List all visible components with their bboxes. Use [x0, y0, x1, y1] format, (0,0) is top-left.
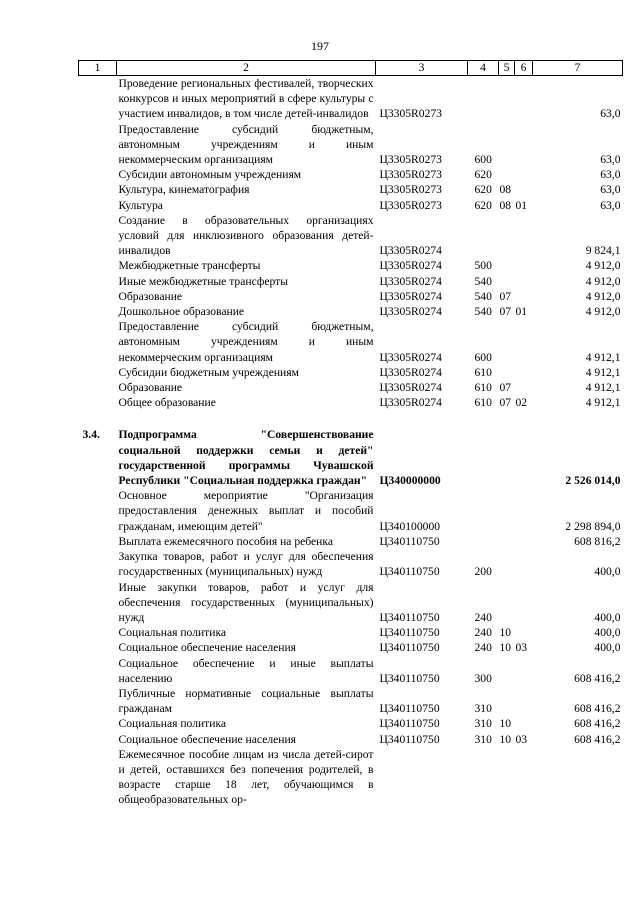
row-section: 10 — [499, 732, 512, 746]
row-subsection — [515, 319, 533, 365]
table-row — [79, 625, 623, 640]
table-row — [79, 213, 623, 259]
row-target-code: Ц340110750 — [379, 626, 440, 640]
row-target-code: Ц3305R0273 — [379, 183, 442, 197]
header-col-6: 6 — [515, 61, 533, 76]
row-section — [499, 534, 515, 549]
row-name: Социальное обеспечение и иные выплаты населению — [118, 656, 374, 685]
row-name: Предоставление субсидий бюджетным, автономным учреждениям и иным некоммерческим организациям — [118, 122, 374, 167]
row-subsection — [515, 427, 533, 488]
row-number — [79, 258, 117, 273]
row-subsection: 03 — [515, 641, 528, 655]
row-expense-type: 620 — [474, 168, 492, 182]
row-section — [499, 258, 515, 273]
row-number — [79, 122, 117, 168]
table-row — [79, 732, 623, 747]
row-amount: 63,0 — [600, 153, 621, 167]
row-target-code: Ц3305R0274 — [379, 350, 442, 364]
row-expense-type: 600 — [474, 350, 492, 364]
row-name: Социальное обеспечение населения — [118, 732, 297, 746]
row-amount: 4 912,1 — [585, 381, 621, 395]
spacer-row — [79, 410, 623, 427]
row-number — [79, 319, 117, 365]
column-number-header — [79, 61, 623, 76]
row-name: Дошкольное образование — [118, 305, 245, 319]
row-target-code: Ц3305R0273 — [379, 198, 442, 212]
row-section — [499, 549, 515, 579]
row-section — [499, 319, 515, 365]
row-amount: 608 416,2 — [574, 671, 621, 685]
row-section: 10 — [499, 717, 512, 731]
row-amount: 4 912,1 — [585, 396, 621, 410]
row-section — [499, 213, 515, 259]
row-expense-type: 610 — [474, 365, 492, 379]
row-subsection — [515, 488, 533, 534]
table-row — [79, 747, 623, 808]
row-subsection — [515, 274, 533, 289]
row-expense-type: 240 — [474, 610, 492, 624]
header-col-5: 5 — [499, 61, 515, 76]
row-subsection — [515, 549, 533, 579]
row-section: 07 — [499, 305, 512, 319]
row-section: 07 — [499, 289, 512, 303]
row-number — [79, 534, 117, 549]
row-section — [499, 76, 515, 122]
table-row — [79, 289, 623, 304]
header-col-3: 3 — [376, 61, 468, 76]
table-row — [79, 580, 623, 626]
row-amount — [533, 747, 623, 808]
table-row — [79, 182, 623, 197]
row-target-code: Ц3305R0274 — [379, 396, 442, 410]
row-number — [79, 380, 117, 395]
row-amount: 608 416,2 — [574, 732, 621, 746]
row-subsection — [515, 534, 533, 549]
row-subsection — [515, 122, 533, 168]
row-amount: 2 526 014,0 — [565, 474, 621, 488]
table-row — [79, 274, 623, 289]
budget-table — [78, 60, 623, 808]
row-name: Культура, кинематография — [118, 183, 250, 197]
table-body — [79, 76, 623, 808]
header-col-7: 7 — [533, 61, 623, 76]
table-row — [79, 716, 623, 731]
row-expense-type — [468, 427, 499, 488]
row-amount: 63,0 — [600, 107, 621, 121]
row-amount: 4 912,1 — [585, 350, 621, 364]
row-expense-type: 240 — [474, 641, 492, 655]
row-amount: 63,0 — [600, 183, 621, 197]
row-section — [499, 488, 515, 534]
table-row — [79, 549, 623, 579]
row-number — [79, 686, 117, 716]
row-section — [499, 365, 515, 380]
row-amount: 4 912,0 — [585, 274, 621, 288]
table-row — [79, 198, 623, 213]
row-name: Субсидии бюджетным учреждениям — [118, 365, 299, 379]
row-number — [79, 304, 117, 319]
row-expense-type: 540 — [474, 305, 492, 319]
row-subsection — [515, 747, 533, 808]
row-number — [79, 656, 117, 686]
row-number — [79, 625, 117, 640]
table-row — [79, 427, 623, 488]
row-section: 10 — [499, 626, 512, 640]
header-col-2: 2 — [117, 61, 376, 76]
row-section — [499, 686, 515, 716]
row-name: Основное мероприятие "Организация предоставления денежных выплат и пособий гражданам, имеющим детей" — [118, 489, 374, 533]
row-expense-type: 500 — [474, 259, 492, 273]
row-target-code — [376, 747, 468, 808]
row-name: Образование — [118, 381, 183, 395]
row-subsection — [515, 258, 533, 273]
row-target-code: Ц3305R0274 — [379, 365, 442, 379]
table-row — [79, 656, 623, 686]
header-col-1: 1 — [79, 61, 117, 76]
table-row — [79, 122, 623, 168]
row-section: 10 — [499, 641, 512, 655]
row-target-code: Ц340110750 — [379, 702, 440, 716]
table-row — [79, 258, 623, 273]
row-expense-type: 300 — [474, 671, 492, 685]
spacer-cell — [79, 410, 623, 427]
row-target-code: Ц340000000 — [379, 474, 441, 488]
row-section — [499, 656, 515, 686]
row-number — [79, 488, 117, 534]
row-number — [79, 167, 117, 182]
row-target-code: Ц3305R0274 — [379, 274, 442, 288]
row-target-code: Ц340110750 — [379, 565, 440, 579]
row-expense-type: 610 — [474, 381, 492, 395]
row-target-code: Ц3305R0273 — [379, 107, 442, 121]
row-subsection — [515, 213, 533, 259]
row-expense-type: 310 — [474, 702, 492, 716]
row-expense-type: 310 — [474, 717, 492, 731]
row-target-code: Ц3305R0274 — [379, 305, 442, 319]
row-expense-type: 620 — [474, 183, 492, 197]
row-section — [499, 167, 515, 182]
row-subsection — [515, 167, 533, 182]
table-row — [79, 640, 623, 655]
row-section: 08 — [499, 183, 512, 197]
row-expense-type: 240 — [474, 626, 492, 640]
row-amount: 9 824,1 — [585, 244, 621, 258]
row-number — [79, 76, 117, 122]
row-subsection — [515, 365, 533, 380]
row-target-code: Ц340110750 — [379, 610, 440, 624]
table-row — [79, 76, 623, 122]
row-target-code: Ц340110750 — [379, 641, 440, 655]
row-expense-type: 200 — [474, 565, 492, 579]
row-expense-type: 540 — [474, 274, 492, 288]
row-target-code: Ц3305R0273 — [379, 153, 442, 167]
row-subsection — [515, 580, 533, 626]
row-amount: 2 298 894,0 — [565, 519, 621, 533]
row-name: Межбюджетные трансферты — [118, 259, 261, 273]
row-subsection — [515, 182, 533, 197]
row-name: Образование — [118, 289, 183, 303]
row-target-code: Ц3305R0274 — [379, 289, 442, 303]
budget-table-wrapper — [78, 60, 622, 808]
row-name: Социальная политика — [118, 717, 227, 731]
row-subsection — [515, 76, 533, 122]
row-number — [79, 289, 117, 304]
row-expense-type — [468, 534, 499, 549]
row-subsection — [515, 656, 533, 686]
row-subsection — [515, 625, 533, 640]
row-target-code: Ц340110750 — [379, 534, 440, 548]
row-name: Социальное обеспечение населения — [118, 641, 297, 655]
row-target-code: Ц3305R0273 — [379, 168, 442, 182]
table-row — [79, 534, 623, 549]
row-subsection: 01 — [515, 198, 528, 212]
row-expense-type: 540 — [474, 289, 492, 303]
row-number — [79, 274, 117, 289]
row-subsection — [515, 716, 533, 731]
row-name: Общее образование — [118, 396, 216, 410]
row-amount: 63,0 — [600, 168, 621, 182]
row-amount: 4 912,0 — [585, 289, 621, 303]
row-amount: 400,0 — [594, 641, 621, 655]
row-number — [79, 732, 117, 747]
table-row — [79, 488, 623, 534]
row-section: 08 — [499, 198, 512, 212]
row-section: 07 — [499, 396, 512, 410]
row-target-code: Ц340110750 — [379, 732, 440, 746]
row-target-code: Ц340110750 — [379, 671, 440, 685]
row-section — [499, 274, 515, 289]
row-amount: 4 912,0 — [585, 259, 621, 273]
row-section — [499, 747, 515, 808]
row-number — [79, 580, 117, 626]
header-col-4: 4 — [468, 61, 499, 76]
row-expense-type: 600 — [474, 153, 492, 167]
row-amount: 63,0 — [600, 198, 621, 212]
row-name: Предоставление субсидий бюджетным, автономным учреждениям и иным некоммерческим организациям — [118, 320, 374, 364]
table-row — [79, 319, 623, 365]
row-number — [79, 549, 117, 579]
row-name: Ежемесячное пособие лицам из числа детей-сирот и детей, оставшихся без попечения родителей, в возрасте старше 18 лет, обучающимся в общеобразовательных ор- — [118, 747, 374, 807]
row-section: 07 — [499, 381, 512, 395]
row-number — [79, 395, 117, 410]
row-expense-type — [468, 747, 499, 808]
table-row — [79, 365, 623, 380]
row-subsection — [515, 686, 533, 716]
row-name: Публичные нормативные социальные выплаты гражданам — [118, 686, 374, 716]
row-amount: 400,0 — [594, 610, 621, 624]
row-amount: 608 416,2 — [574, 717, 621, 731]
row-name: Субсидии автономным учреждениям — [118, 168, 302, 182]
row-expense-type — [468, 213, 499, 259]
row-number — [79, 747, 117, 808]
row-name: Иные закупки товаров, работ и услуг для обеспечения государственных (муниципальных) нужд — [118, 580, 374, 624]
page-number: 197 — [311, 39, 329, 53]
row-expense-type: 310 — [474, 732, 492, 746]
row-section — [499, 427, 515, 488]
row-expense-type — [468, 76, 499, 122]
row-expense-type: 620 — [474, 198, 492, 212]
table-row — [79, 304, 623, 319]
row-subsection — [515, 380, 533, 395]
row-target-code: Ц3305R0274 — [379, 381, 442, 395]
row-target-code: Ц3305R0274 — [379, 259, 442, 273]
row-number: 3.4. — [82, 428, 100, 442]
row-subsection: 02 — [515, 396, 528, 410]
row-amount: 4 912,1 — [585, 365, 621, 379]
row-subsection: 01 — [515, 305, 528, 319]
row-section — [499, 580, 515, 626]
row-number — [79, 198, 117, 213]
row-number — [79, 365, 117, 380]
row-amount: 608 416,2 — [574, 702, 621, 716]
row-section — [499, 122, 515, 168]
row-name: Культура — [118, 198, 163, 212]
row-amount: 4 912,0 — [585, 305, 621, 319]
row-target-code: Ц340110750 — [379, 717, 440, 731]
table-row — [79, 167, 623, 182]
row-amount: 400,0 — [594, 626, 621, 640]
row-expense-type: 610 — [474, 396, 492, 410]
row-number — [79, 716, 117, 731]
table-row — [79, 395, 623, 410]
row-subsection: 03 — [515, 732, 528, 746]
row-subsection — [515, 289, 533, 304]
row-amount: 400,0 — [594, 565, 621, 579]
table-row — [79, 686, 623, 716]
row-number — [79, 640, 117, 655]
row-name: Иные межбюджетные трансферты — [118, 274, 289, 288]
table-row — [79, 380, 623, 395]
row-name: Создание в образовательных организациях условий для инклюзивного образования детей-инвалидов — [118, 213, 374, 258]
row-name: Проведение региональных фестивалей, творческих конкурсов и иных мероприятий в сфере культуры с участием инвалидов, в том числе детей-инвалидов — [118, 77, 374, 121]
row-name: Подпрограмма "Совершенствование социальной поддержки семьи и детей" государственной программы Чувашской Республики "Социальная поддержка граждан" — [118, 428, 374, 488]
row-target-code: Ц3305R0274 — [379, 244, 442, 258]
row-target-code: Ц340100000 — [379, 519, 441, 533]
row-number — [79, 182, 117, 197]
row-name: Выплата ежемесячного пособия на ребенка — [118, 534, 333, 548]
row-name: Социальная политика — [118, 626, 227, 640]
row-amount: 608 816,2 — [574, 534, 621, 548]
row-number — [79, 213, 117, 259]
row-expense-type — [468, 488, 499, 534]
row-name: Закупка товаров, работ и услуг для обеспечения государственных (муниципальных) нужд — [118, 550, 374, 579]
